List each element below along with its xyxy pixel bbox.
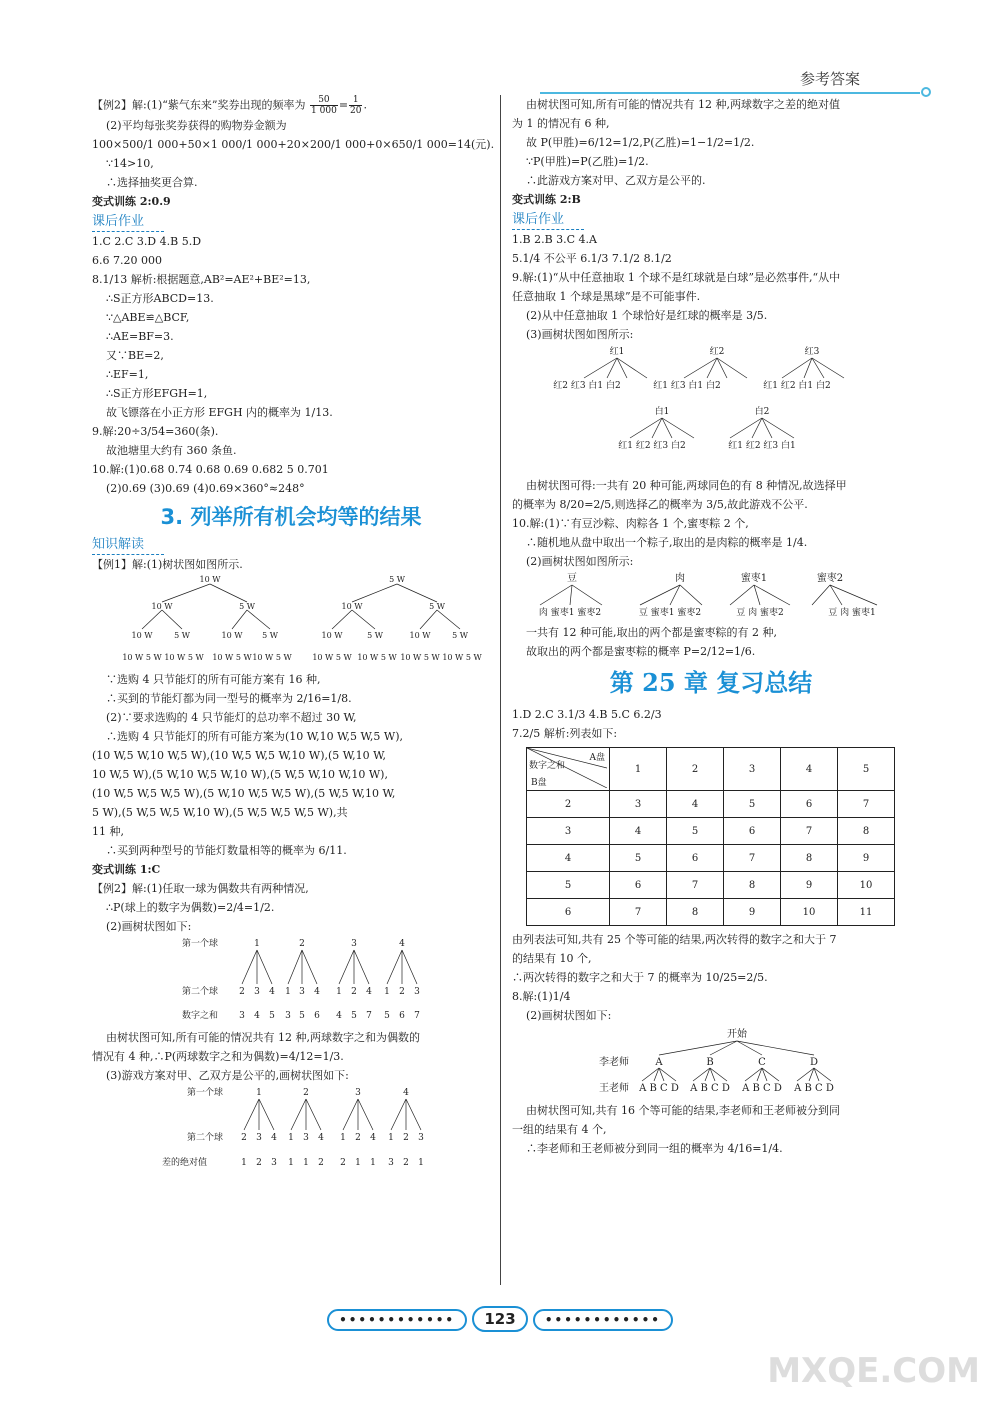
corner-bottom: B盘 bbox=[531, 778, 547, 788]
svg-text:1: 1 bbox=[388, 1133, 394, 1143]
svg-text:10 W: 10 W bbox=[321, 631, 343, 640]
svg-text:红1: 红1 bbox=[609, 347, 625, 357]
table-cell: 10 bbox=[838, 872, 895, 899]
svg-text:2: 2 bbox=[299, 939, 305, 949]
svg-text:10 W 5 W: 10 W 5 W bbox=[357, 653, 397, 662]
table-row bbox=[527, 899, 895, 926]
row-header: 4 bbox=[527, 845, 610, 872]
table-cell: 7 bbox=[781, 818, 838, 845]
e1-line-b: ∵选购 4 只节能灯的所有可能方案有 16 种, bbox=[106, 673, 321, 686]
svg-text:10 W 5 W: 10 W 5 W bbox=[400, 653, 440, 662]
e2-line-e: 情况有 4 种,∴P(两球数字之和为偶数)=4/12=1/3. bbox=[92, 1050, 344, 1063]
fraction: $\frac{50}{1 000}$ bbox=[311, 95, 337, 116]
svg-text:10 W 5 W: 10 W 5 W bbox=[164, 653, 204, 662]
svg-text:A B C D: A B C D bbox=[794, 1083, 834, 1094]
tree-diagram-sum bbox=[92, 936, 490, 1028]
tree-label-first-2: 第一个球 bbox=[187, 1088, 224, 1098]
c-line-8b: (2)画树状图如下: bbox=[526, 1009, 612, 1022]
svg-text:3: 3 bbox=[285, 1011, 291, 1021]
table-cell: 7 bbox=[724, 845, 781, 872]
fraction: $\frac{1}{20}$ bbox=[350, 95, 362, 116]
r-q9-b: 任意抽取 1 个球是黑球”是不可能事件. bbox=[512, 290, 701, 303]
svg-text:红1 红2 红3 白1: 红1 红2 红3 白1 bbox=[728, 441, 796, 451]
svg-text:5 W: 5 W bbox=[262, 631, 278, 640]
ex2-line-a: 【例2】解:(1)“紫气东来”奖券出现的频率为 $\frac{50}{1 000}$ = $\frac{1}{20}$ . bbox=[92, 95, 367, 116]
tree-label-start: 开始 bbox=[727, 1029, 747, 1040]
svg-text:1: 1 bbox=[355, 1158, 361, 1168]
svg-text:白1: 白1 bbox=[654, 407, 670, 417]
r-hw-2: 5.1/4 不公平 6.1/3 7.1/2 8.1/2 bbox=[512, 252, 672, 265]
ex2-line-c: 100×500/1 000+50×1 000/1 000+20×200/1 000+0×650/1 000=14(元). bbox=[92, 138, 495, 151]
svg-text:B: B bbox=[706, 1057, 714, 1068]
svg-text:5: 5 bbox=[269, 1011, 275, 1021]
table-cell: 9 bbox=[781, 872, 838, 899]
svg-text:5: 5 bbox=[299, 1011, 305, 1021]
q8-line-f: ∴EF=1, bbox=[106, 368, 149, 381]
e2-line-b: ∴P(球上的数字为偶数)=2/4=1/2. bbox=[106, 901, 275, 914]
svg-text:10 W: 10 W bbox=[221, 631, 243, 640]
e1-line-f: (10 W,5 W,10 W,5 W),(10 W,5 W,5 W,10 W),(5 W,10 W, bbox=[92, 749, 387, 762]
table-row bbox=[527, 845, 895, 872]
svg-text:2: 2 bbox=[340, 1158, 346, 1168]
r-q9-f: 的概率为 8/20=2/5,则选择乙的概率为 3/5,故此游戏不公平. bbox=[512, 498, 808, 511]
table-col-header: 5 bbox=[838, 748, 895, 791]
svg-text:1: 1 bbox=[241, 1158, 247, 1168]
table-cell: 9 bbox=[838, 845, 895, 872]
q8-line-b: ∴S正方形ABCD=13. bbox=[106, 292, 214, 305]
r-line-5: ∴此游戏方案对甲、乙双方是公平的. bbox=[526, 174, 706, 187]
svg-text:1: 1 bbox=[384, 987, 390, 997]
e2-line-a: 【例2】解:(1)任取一球为偶数共有两种情况, bbox=[92, 882, 309, 895]
e1-line-i: 5 W),(5 W,5 W,5 W,10 W),(5 W,5 W,5 W,5 W),共 bbox=[92, 806, 348, 819]
tree-diagram-balls bbox=[512, 344, 910, 476]
svg-text:5 W: 5 W bbox=[239, 602, 255, 611]
table-cell: 4 bbox=[667, 791, 724, 818]
svg-text:蜜枣1: 蜜枣1 bbox=[740, 573, 768, 584]
c-line-8e: ∴李老师和王老师被分到同一组的概率为 4/16=1/4. bbox=[526, 1142, 783, 1155]
svg-text:红2: 红2 bbox=[709, 347, 725, 357]
row-header: 3 bbox=[527, 818, 610, 845]
c-line-7: 7.2/5 解析:列表如下: bbox=[512, 727, 618, 740]
table-cell: 9 bbox=[724, 899, 781, 926]
tree-diagram-diff bbox=[92, 1085, 490, 1173]
r-q10-d: 一共有 12 种可能,取出的两个都是蜜枣粽的有 2 种, bbox=[526, 626, 777, 639]
r-q9-c: (2)从中任意抽取 1 个球恰好是红球的概率是 3/5. bbox=[526, 309, 768, 322]
q9-line-b: 故池塘里大约有 360 条鱼. bbox=[106, 444, 237, 457]
svg-text:3: 3 bbox=[254, 987, 260, 997]
svg-text:1: 1 bbox=[288, 1158, 294, 1168]
e1-line-c: ∴买到的节能灯都为同一型号的概率为 2/16=1/8. bbox=[106, 692, 352, 705]
section-title: 3. 列举所有机会均等的结果 bbox=[160, 505, 422, 529]
svg-text:1: 1 bbox=[285, 987, 291, 997]
table-cell: 5 bbox=[610, 845, 667, 872]
c-line-7c: 的结果有 10 个, bbox=[512, 952, 592, 965]
q8-line-e: 又∵BE=2, bbox=[106, 349, 164, 362]
svg-text:1: 1 bbox=[256, 1088, 262, 1098]
svg-text:3: 3 bbox=[414, 987, 420, 997]
tree-label-li: 李老师 bbox=[599, 1057, 629, 1068]
svg-text:红2 红3 白1 白2: 红2 红3 白1 白2 bbox=[553, 381, 621, 391]
table-row bbox=[527, 791, 895, 818]
svg-text:3: 3 bbox=[239, 1011, 245, 1021]
svg-text:10 W 5 W: 10 W 5 W bbox=[312, 653, 352, 662]
svg-text:6: 6 bbox=[399, 1011, 405, 1021]
table-corner bbox=[527, 748, 610, 791]
svg-text:2: 2 bbox=[355, 1133, 361, 1143]
svg-text:1: 1 bbox=[340, 1133, 346, 1143]
q10-line-b: (2)0.69 (3)0.69 (4)0.69×360°≈248° bbox=[106, 482, 305, 495]
svg-text:10 W: 10 W bbox=[341, 602, 363, 611]
table-cell: 6 bbox=[724, 818, 781, 845]
q8-line-a: 8.1/13 解析:根据题意,AB²=AE²+BE²=13, bbox=[92, 273, 311, 286]
svg-text:4: 4 bbox=[403, 1088, 409, 1098]
table-cell: 6 bbox=[667, 845, 724, 872]
table-col-header: 1 bbox=[610, 748, 667, 791]
svg-text:红1 红3 白1 白2: 红1 红3 白1 白2 bbox=[653, 381, 721, 391]
tree-diagram-teachers bbox=[512, 1025, 910, 1101]
svg-text:4: 4 bbox=[314, 987, 320, 997]
table-row bbox=[527, 818, 895, 845]
tree-label-diff: 差的绝对值 bbox=[162, 1158, 208, 1168]
svg-text:10 W: 10 W bbox=[131, 631, 153, 640]
svg-text:7: 7 bbox=[366, 1011, 372, 1021]
svg-text:5 W: 5 W bbox=[452, 631, 468, 640]
hw-answers-2: 6.6 7.20 000 bbox=[92, 254, 162, 267]
svg-text:10 W: 10 W bbox=[151, 602, 173, 611]
svg-text:10 W 5 W: 10 W 5 W bbox=[212, 653, 252, 662]
q8-line-h: 故飞镖落在小正方形 EFGH 内的概率为 1/13. bbox=[106, 406, 333, 419]
tree-label-second: 第二个球 bbox=[182, 987, 219, 997]
svg-text:A: A bbox=[655, 1057, 663, 1068]
svg-text:3: 3 bbox=[271, 1158, 277, 1168]
e1-line-h: (10 W,5 W,5 W,5 W),(5 W,10 W,5 W,5 W),(5 W,5 W,10 W, bbox=[92, 787, 396, 800]
table-cell: 10 bbox=[781, 899, 838, 926]
table-cell: 4 bbox=[610, 818, 667, 845]
svg-text:D: D bbox=[809, 1057, 819, 1068]
svg-text:10 W 5 W: 10 W 5 W bbox=[122, 653, 162, 662]
table-col-header: 3 bbox=[724, 748, 781, 791]
ex2-line-b: (2)平均每张奖券获得的购物券金额为 bbox=[106, 119, 287, 132]
e1-line-e: ∴选购 4 只节能灯的所有可能方案为(10 W,10 W,5 W,5 W), bbox=[106, 730, 403, 743]
c-line-8c: 由树状图可知,共有 16 个等可能的结果,李老师和王老师被分到同 bbox=[526, 1104, 840, 1117]
r-line-1: 由树状图可知,所有可能的情况共有 12 种,两球数字之差的绝对值 bbox=[526, 98, 840, 111]
tree-label-wang: 王老师 bbox=[599, 1083, 629, 1094]
table-cell: 6 bbox=[781, 791, 838, 818]
r-q10-c: (2)画树状图如图所示: bbox=[526, 555, 634, 568]
svg-text:1: 1 bbox=[336, 987, 342, 997]
c-line-7d: ∴两次转得的数字之和大于 7 的概率为 10/25=2/5. bbox=[512, 971, 768, 984]
svg-text:2: 2 bbox=[241, 1133, 247, 1143]
svg-text:3: 3 bbox=[299, 987, 305, 997]
table-cell: 8 bbox=[667, 899, 724, 926]
r-q10-a: 10.解:(1)∵有豆沙粽、肉粽各 1 个,蜜枣粽 2 个, bbox=[512, 517, 749, 530]
svg-text:红1 红2 白1 白2: 红1 红2 白1 白2 bbox=[763, 381, 831, 391]
c-line-8d: 一组的结果有 4 个, bbox=[512, 1123, 607, 1136]
svg-text:4: 4 bbox=[318, 1133, 324, 1143]
svg-text:豆 肉 蜜枣1: 豆 肉 蜜枣1 bbox=[828, 608, 876, 618]
r-line-4: ∵P(甲胜)=P(乙胜)=1/2. bbox=[526, 155, 649, 168]
table-cell: 5 bbox=[724, 791, 781, 818]
svg-text:1: 1 bbox=[254, 939, 260, 949]
table-cell: 7 bbox=[610, 899, 667, 926]
svg-text:4: 4 bbox=[366, 987, 372, 997]
svg-text:豆 肉 蜜枣2: 豆 肉 蜜枣2 bbox=[736, 608, 784, 618]
r-q9-a: 9.解:(1)“从中任意抽取 1 个球不是红球就是白球”是必然事件,“从中 bbox=[512, 271, 841, 284]
ex2-line-d: ∵14>10, bbox=[106, 157, 154, 170]
hw-answers-1: 1.C 2.C 3.D 4.B 5.D bbox=[92, 235, 202, 248]
svg-text:A B C D: A B C D bbox=[690, 1083, 730, 1094]
r-q10-e: 故取出的两个都是蜜枣粽的概率 P=2/12=1/6. bbox=[526, 645, 756, 658]
svg-text:4: 4 bbox=[336, 1011, 342, 1021]
r-line-2: 为 1 的情况有 6 种, bbox=[512, 117, 610, 130]
q10-line-a: 10.解:(1)0.68 0.74 0.68 0.69 0.682 5 0.701 bbox=[92, 463, 329, 476]
ex2-line-e: ∴选择抽奖更合算. bbox=[106, 176, 198, 189]
r-line-3: 故 P(甲胜)=6/12=1/2,P(乙胜)=1−1/2=1/2. bbox=[526, 136, 755, 149]
tree-diagram-zongzi bbox=[512, 571, 910, 623]
svg-text:C: C bbox=[758, 1057, 766, 1068]
header-dot-icon bbox=[921, 87, 931, 97]
table-cell: 7 bbox=[667, 872, 724, 899]
svg-text:4: 4 bbox=[254, 1011, 260, 1021]
svg-text:2: 2 bbox=[303, 1088, 309, 1098]
svg-text:1: 1 bbox=[303, 1158, 309, 1168]
section-homework-2: 课后作业 bbox=[512, 211, 584, 230]
right-column bbox=[512, 95, 910, 1158]
dots-right: •••••••••••• bbox=[533, 1309, 673, 1331]
svg-text:10 W: 10 W bbox=[199, 575, 221, 584]
variation-training: 变式训练 2:0.9 bbox=[92, 195, 171, 208]
sum-table bbox=[526, 747, 895, 926]
svg-text:2: 2 bbox=[256, 1158, 262, 1168]
svg-text:3: 3 bbox=[418, 1133, 424, 1143]
c-line-7b: 由列表法可知,共有 25 个等可能的结果,两次转得的数字之和大于 7 bbox=[512, 933, 837, 946]
svg-text:2: 2 bbox=[318, 1158, 324, 1168]
e2-line-d: 由树状图可知,所有可能的情况共有 12 种,两球数字之和为偶数的 bbox=[106, 1031, 420, 1044]
e1-line-d: (2)∵要求选购的 4 只节能灯的总功率不超过 30 W, bbox=[106, 711, 357, 724]
e1-line-a: 【例1】解:(1)树状图如图所示. bbox=[92, 558, 243, 571]
r-q10-b: ∴随机地从盘中取出一个粽子,取出的是肉粽的概率是 1/4. bbox=[526, 536, 808, 549]
header-title: 参考答案 bbox=[800, 70, 861, 88]
dots-left: •••••••••••• bbox=[327, 1309, 467, 1331]
e2-line-c: (2)画树状图如下: bbox=[106, 920, 192, 933]
tree-label-second-2: 第二个球 bbox=[187, 1133, 224, 1143]
page-number bbox=[0, 1306, 1000, 1332]
svg-text:10 W: 10 W bbox=[409, 631, 431, 640]
tree-label-sum: 数字之和 bbox=[182, 1011, 219, 1021]
svg-text:5 W: 5 W bbox=[367, 631, 383, 640]
svg-text:1: 1 bbox=[288, 1133, 294, 1143]
svg-text:2: 2 bbox=[403, 1158, 409, 1168]
r-q9-e: 由树状图可得:一共有 20 种可能,两球同色的有 8 种情况,故选择甲 bbox=[526, 479, 847, 492]
svg-text:4: 4 bbox=[370, 1133, 376, 1143]
svg-text:10 W 5 W: 10 W 5 W bbox=[442, 653, 482, 662]
table-cell: 8 bbox=[724, 872, 781, 899]
section-knowledge: 知识解读 bbox=[92, 536, 164, 555]
svg-text:5 W: 5 W bbox=[429, 602, 445, 611]
svg-text:3: 3 bbox=[351, 939, 357, 949]
svg-text:5: 5 bbox=[351, 1011, 357, 1021]
q8-line-c: ∵△ABE≌△BCF, bbox=[106, 311, 190, 324]
svg-text:A B C D: A B C D bbox=[742, 1083, 782, 1094]
svg-text:3: 3 bbox=[256, 1133, 262, 1143]
svg-text:1: 1 bbox=[418, 1158, 424, 1168]
svg-text:豆 蜜枣1 蜜枣2: 豆 蜜枣1 蜜枣2 bbox=[638, 608, 702, 618]
svg-text:3: 3 bbox=[303, 1133, 309, 1143]
svg-text:白2: 白2 bbox=[754, 407, 770, 417]
e1-line-k: ∴买到两种型号的节能灯数量相等的概率为 6/11. bbox=[106, 844, 347, 857]
row-header: 6 bbox=[527, 899, 610, 926]
svg-text:2: 2 bbox=[403, 1133, 409, 1143]
svg-text:红3: 红3 bbox=[804, 347, 820, 357]
header-rule bbox=[540, 92, 920, 94]
svg-text:5 W: 5 W bbox=[389, 575, 405, 584]
r-q9-d: (3)画树状图如图所示: bbox=[526, 328, 634, 341]
e1-line-g: 10 W,5 W),(5 W,10 W,5 W,10 W),(5 W,5 W,10 W,10 W), bbox=[92, 768, 388, 781]
tree-label-first: 第一个球 bbox=[182, 939, 219, 949]
svg-text:2: 2 bbox=[351, 987, 357, 997]
svg-text:5: 5 bbox=[384, 1011, 390, 1021]
row-header: 5 bbox=[527, 872, 610, 899]
variation-training-2: 变式训练 1:C bbox=[92, 863, 161, 876]
column-divider bbox=[500, 95, 501, 1285]
section-homework: 课后作业 bbox=[92, 213, 164, 232]
svg-text:2: 2 bbox=[399, 987, 405, 997]
table-col-header: 4 bbox=[781, 748, 838, 791]
tree-diagram-lamps bbox=[92, 574, 490, 670]
table-cell: 3 bbox=[610, 791, 667, 818]
q8-line-d: ∴AE=BF=3. bbox=[106, 330, 174, 343]
page-number-value: 123 bbox=[472, 1306, 527, 1332]
svg-text:1: 1 bbox=[370, 1158, 376, 1168]
svg-text:肉: 肉 bbox=[675, 573, 685, 584]
e1-line-j: 11 种, bbox=[92, 825, 124, 838]
table-cell: 8 bbox=[838, 818, 895, 845]
left-column bbox=[92, 95, 495, 1173]
svg-text:4: 4 bbox=[271, 1133, 277, 1143]
svg-text:10 W 5 W: 10 W 5 W bbox=[252, 653, 292, 662]
svg-text:7: 7 bbox=[414, 1011, 420, 1021]
variation-training-3: 变式训练 2:B bbox=[512, 193, 581, 206]
table-col-header: 2 bbox=[667, 748, 724, 791]
svg-text:4: 4 bbox=[269, 987, 275, 997]
table-cell: 5 bbox=[667, 818, 724, 845]
r-hw-1: 1.B 2.B 3.C 4.A bbox=[512, 233, 597, 246]
svg-text:4: 4 bbox=[399, 939, 405, 949]
watermark: MXQE.COM bbox=[767, 1351, 980, 1391]
corner-left: 数字之和 bbox=[529, 761, 566, 771]
table-row bbox=[527, 872, 895, 899]
svg-text:6: 6 bbox=[314, 1011, 320, 1021]
svg-text:3: 3 bbox=[388, 1158, 394, 1168]
table-cell: 11 bbox=[838, 899, 895, 926]
table-cell: 8 bbox=[781, 845, 838, 872]
q8-line-g: ∴S正方形EFGH=1, bbox=[106, 387, 208, 400]
table-cell: 7 bbox=[838, 791, 895, 818]
svg-text:蜜枣2: 蜜枣2 bbox=[816, 573, 844, 584]
svg-text:A B C D: A B C D bbox=[639, 1083, 679, 1094]
table-cell: 6 bbox=[610, 872, 667, 899]
c-line-1: 1.D 2.C 3.1/3 4.B 5.C 6.2/3 bbox=[512, 708, 662, 721]
svg-text:豆: 豆 bbox=[567, 573, 577, 584]
corner-top: A盘 bbox=[589, 753, 605, 763]
svg-text:2: 2 bbox=[239, 987, 245, 997]
e2-line-f: (3)游戏方案对甲、乙双方是公平的,画树状图如下: bbox=[106, 1069, 349, 1082]
row-header: 2 bbox=[527, 791, 610, 818]
svg-text:肉 蜜枣1 蜜枣2: 肉 蜜枣1 蜜枣2 bbox=[538, 608, 602, 618]
q9-line-a: 9.解:20÷3/54=360(条). bbox=[92, 425, 219, 438]
svg-text:3: 3 bbox=[355, 1088, 361, 1098]
chapter-title: 第 25 章 复习总结 bbox=[609, 668, 813, 697]
svg-text:红1 红2 红3 白2: 红1 红2 红3 白2 bbox=[618, 441, 686, 451]
svg-text:5 W: 5 W bbox=[174, 631, 190, 640]
c-line-8a: 8.解:(1)1/4 bbox=[512, 990, 571, 1003]
